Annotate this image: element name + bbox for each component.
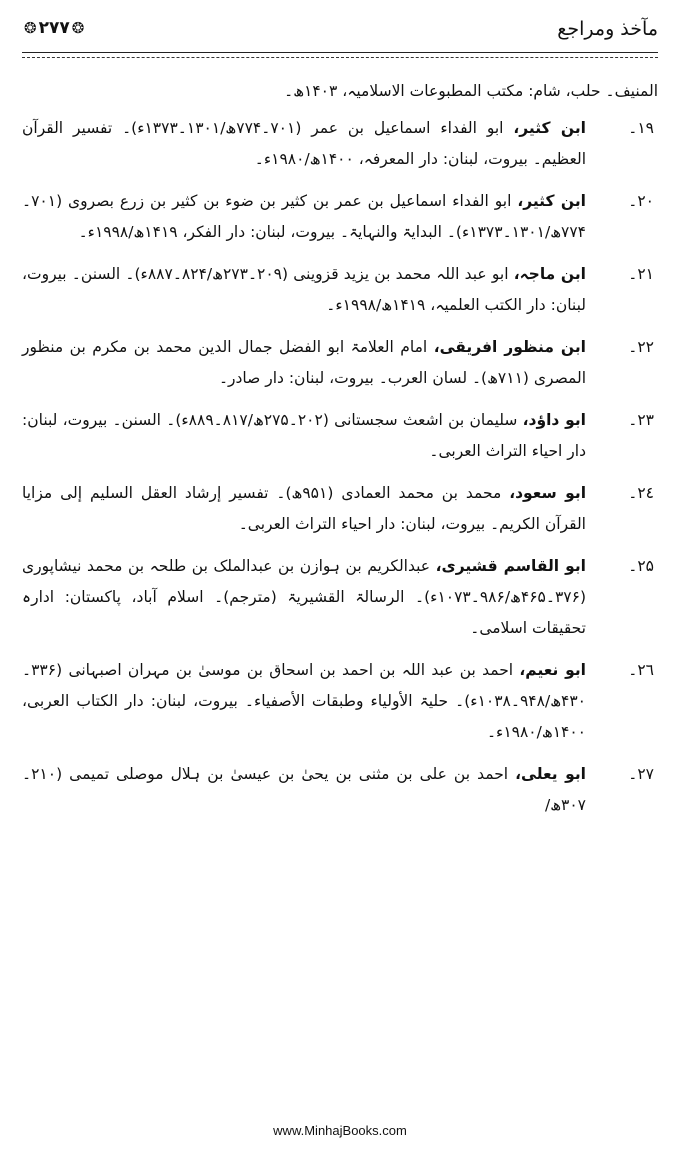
running-title: مآخذ ومراجع xyxy=(557,18,658,40)
entry-text: امام العلامۃ ابو الفضل جمال الدین محمد بن مکرم بن منظور المصری (۷۱۱ھ)۔ لسان العرب۔ بیروت، لبنان: دار صادر۔ xyxy=(22,338,586,387)
page-header xyxy=(22,18,658,64)
bibliography-entry xyxy=(22,759,658,821)
ornament-left-icon: ❂ xyxy=(24,19,37,37)
entry-list xyxy=(22,113,658,821)
entry-number: ۲۰۔ xyxy=(628,192,654,210)
entry-number: ۲۲۔ xyxy=(628,338,654,356)
entry-text: عبدالکریم بن ہوازن بن عبدالملک بن طلحہ بن محمد نیشاپوری (۳۷۶۔۴۶۵ھ/۹۸۶۔۱۰۷۳ء)۔ الرسالۃ القشیریۃ (مترجم)۔ اسلام آباد، پاکستان: ادارہ تحقیقات اسلامی۔ xyxy=(22,557,586,637)
page-number-value: ۲۷۷ xyxy=(38,18,70,38)
entry-number: ۲٤۔ xyxy=(628,484,654,502)
bibliography xyxy=(22,76,658,832)
entry-text: احمد بن عبد اللہ بن احمد بن اسحاق بن موسیٰ بن مہران اصبہانی (۳۳۶۔۴۳۰ھ/۹۴۸۔۱۰۳۸ء)۔ حلیۃ الأولیاء وطبقات الأصفیاء۔ بیروت، لبنان: دار الکتاب العربی، ۱۴۰۰ھ/۱۹۸۰ء۔ xyxy=(22,661,586,741)
entry-number: ۱۹۔ xyxy=(628,119,654,137)
entry-author: ابو نعیم، xyxy=(519,661,586,679)
entry-author: ابو داؤد، xyxy=(522,411,586,429)
entry-text: احمد بن علی بن مثنی بن یحیٰ بن عیسیٰ بن ہلال موصلی تمیمی (۲۱۰۔۳۰۷ھ/ xyxy=(22,765,586,814)
bibliography-entry xyxy=(22,186,658,248)
entry-text: محمد بن محمد العمادی (۹۵۱ھ)۔ تفسیر إرشاد العقل السلیم إلی مزایا القرآن الکریم۔ بیروت، لبنان: دار احیاء التراث العربی۔ xyxy=(22,484,586,533)
entry-author: ابن ماجہ، xyxy=(513,265,586,283)
entry-author: ابو القاسم قشیری، xyxy=(435,557,586,575)
page-number xyxy=(22,18,86,38)
footer-url[interactable]: www.MinhajBooks.com xyxy=(273,1123,407,1138)
header-rule xyxy=(22,52,658,53)
entry-author: ابن منظور افریقی، xyxy=(433,338,586,356)
entry-author: ابن کثیر، xyxy=(513,119,586,137)
header-rule-dashed xyxy=(22,57,658,58)
entry-author: ابو سعود، xyxy=(509,484,587,502)
entry-text: سلیمان بن اشعث سجستانی (۲۰۲۔۲۷۵ھ/۸۱۷۔۸۸۹ء)۔ السنن۔ بیروت، لبنان: دار احیاء التراث العربی۔ xyxy=(22,411,586,460)
bibliography-entry xyxy=(22,655,658,748)
ornament-right-icon: ❂ xyxy=(71,19,85,37)
entry-number: ۲۷۔ xyxy=(628,765,654,783)
bibliography-entry xyxy=(22,551,658,644)
bibliography-entry xyxy=(22,478,658,540)
bibliography-entry xyxy=(22,113,658,175)
entry-text: ابو عبد اللہ محمد بن یزید قزوینی (۲۰۹۔۲۷۳ھ/۸۲۴۔۸۸۷ء)۔ السنن۔ بیروت، لبنان: دار الکتب العلمیہ، ۱۴۱۹ھ/۱۹۹۸ء۔ xyxy=(22,265,586,314)
entry-author: ابو یعلی، xyxy=(515,765,586,783)
entry-number: ۲۱۔ xyxy=(628,265,654,283)
continuation-text: المنیف۔ حلب، شام: مکتب المطبوعات الاسلامیہ، ۱۴۰۳ھ۔ xyxy=(284,82,658,100)
bibliography-entry xyxy=(22,259,658,321)
entry-number: ۲۳۔ xyxy=(628,411,654,429)
entry-number: ۲۵۔ xyxy=(628,557,654,575)
entry-number: ۲٦۔ xyxy=(628,661,654,679)
bibliography-entry xyxy=(22,405,658,467)
entry-author: ابن کثیر، xyxy=(517,192,586,210)
entry-text: ابو الفداء اسماعیل بن عمر (۷۰۱۔۷۷۴ھ/۱۳۰۱۔۱۳۷۳ء)۔ تفسیر القرآن العظیم۔ بیروت، لبنان: دار المعرفہ، ۱۴۰۰ھ/۱۹۸۰ء۔ xyxy=(22,119,586,168)
bibliography-entry xyxy=(22,332,658,394)
entry-text: ابو الفداء اسماعیل بن عمر بن کثیر بن ضوء بن کثیر بن زرع بصروی (۷۰۱۔۷۷۴ھ/۱۳۰۱۔۱۳۷۳ء)۔ البدایۃ والنہایۃ۔ بیروت، لبنان: دار الفکر، ۱۴۱۹ھ/۱۹۹۸ء۔ xyxy=(22,192,586,241)
